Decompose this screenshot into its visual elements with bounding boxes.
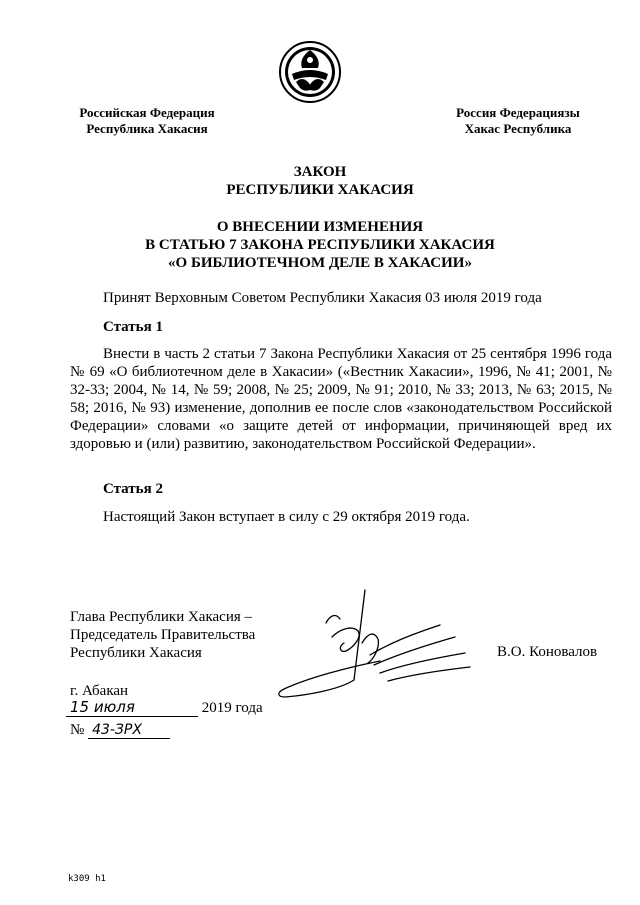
date-suffix: 2019 года — [201, 700, 263, 716]
law-subtitle-line3: «О БИБЛИОТЕЧНОМ ДЕЛЕ В ХАКАСИИ» — [168, 255, 472, 271]
law-number — [70, 722, 170, 739]
coat-of-arms-emblem — [278, 40, 342, 104]
number-prefix: № — [70, 722, 85, 738]
article2-heading: Статья 2 — [103, 481, 163, 497]
signatory-line2: Председатель Правительства — [70, 627, 256, 643]
header-right — [438, 105, 598, 137]
law-subtitle-line2: В СТАТЬЮ 7 ЗАКОНА РЕСПУБЛИКИ ХАКАСИЯ — [145, 237, 495, 253]
law-title-line1: ЗАКОН — [293, 164, 347, 180]
handwritten-signature — [270, 585, 480, 710]
header-right-line2: Хакас Республика — [464, 121, 572, 136]
date-handwritten: 15 июля — [66, 698, 198, 717]
law-subtitle-line1: О ВНЕСЕНИИ ИЗМЕНЕНИЯ — [216, 219, 424, 235]
header-left — [62, 105, 232, 137]
adopted-line: Принят Верховным Советом Республики Хакасия 03 июля 2019 года — [103, 290, 542, 306]
signatory-line1: Глава Республики Хакасия – — [70, 609, 253, 625]
header-left-line2: Республика Хакасия — [86, 121, 208, 136]
signatory-line3: Республики Хакасия — [70, 645, 202, 661]
law-subtitle — [0, 218, 640, 272]
signing-date — [66, 698, 263, 717]
header-left-line1: Российская Федерация — [79, 105, 215, 120]
article2-text: Настоящий Закон вступает в силу с 29 октября 2019 года. — [103, 509, 470, 525]
law-title — [0, 163, 640, 199]
article1-text: Внести в часть 2 статьи 7 Закона Республики Хакасия от 25 сентября 1996 года № 69 «О библиотечном деле в Хакасии» («Вестник Хакасии», 1996, № 41; 2001, № 32-33; 2004, № 14, № 59; 2008, № 25; 2009, № 91; 2010, № 33; 2013, № 63; 2015, № 58; 2016, № 93) изменение, дополнив ее после слов «законодательством Российской Федерации» словами «о защите детей от информации, причиняющей вред их здоровью и (или) развитию, законодательством Российской Федерации». — [70, 346, 612, 452]
signatory-title — [70, 608, 255, 662]
document-code: k309 h1 — [68, 874, 106, 884]
signatory-name: В.О. Коновалов — [497, 644, 598, 660]
article1-heading: Статья 1 — [103, 319, 163, 335]
header-right-line1: Россия Федерациязы — [456, 105, 580, 120]
number-handwritten: 43-ЗРХ — [88, 722, 170, 739]
law-title-line2: РЕСПУБЛИКИ ХАКАСИЯ — [226, 182, 414, 198]
place: г. Абакан — [70, 683, 129, 699]
